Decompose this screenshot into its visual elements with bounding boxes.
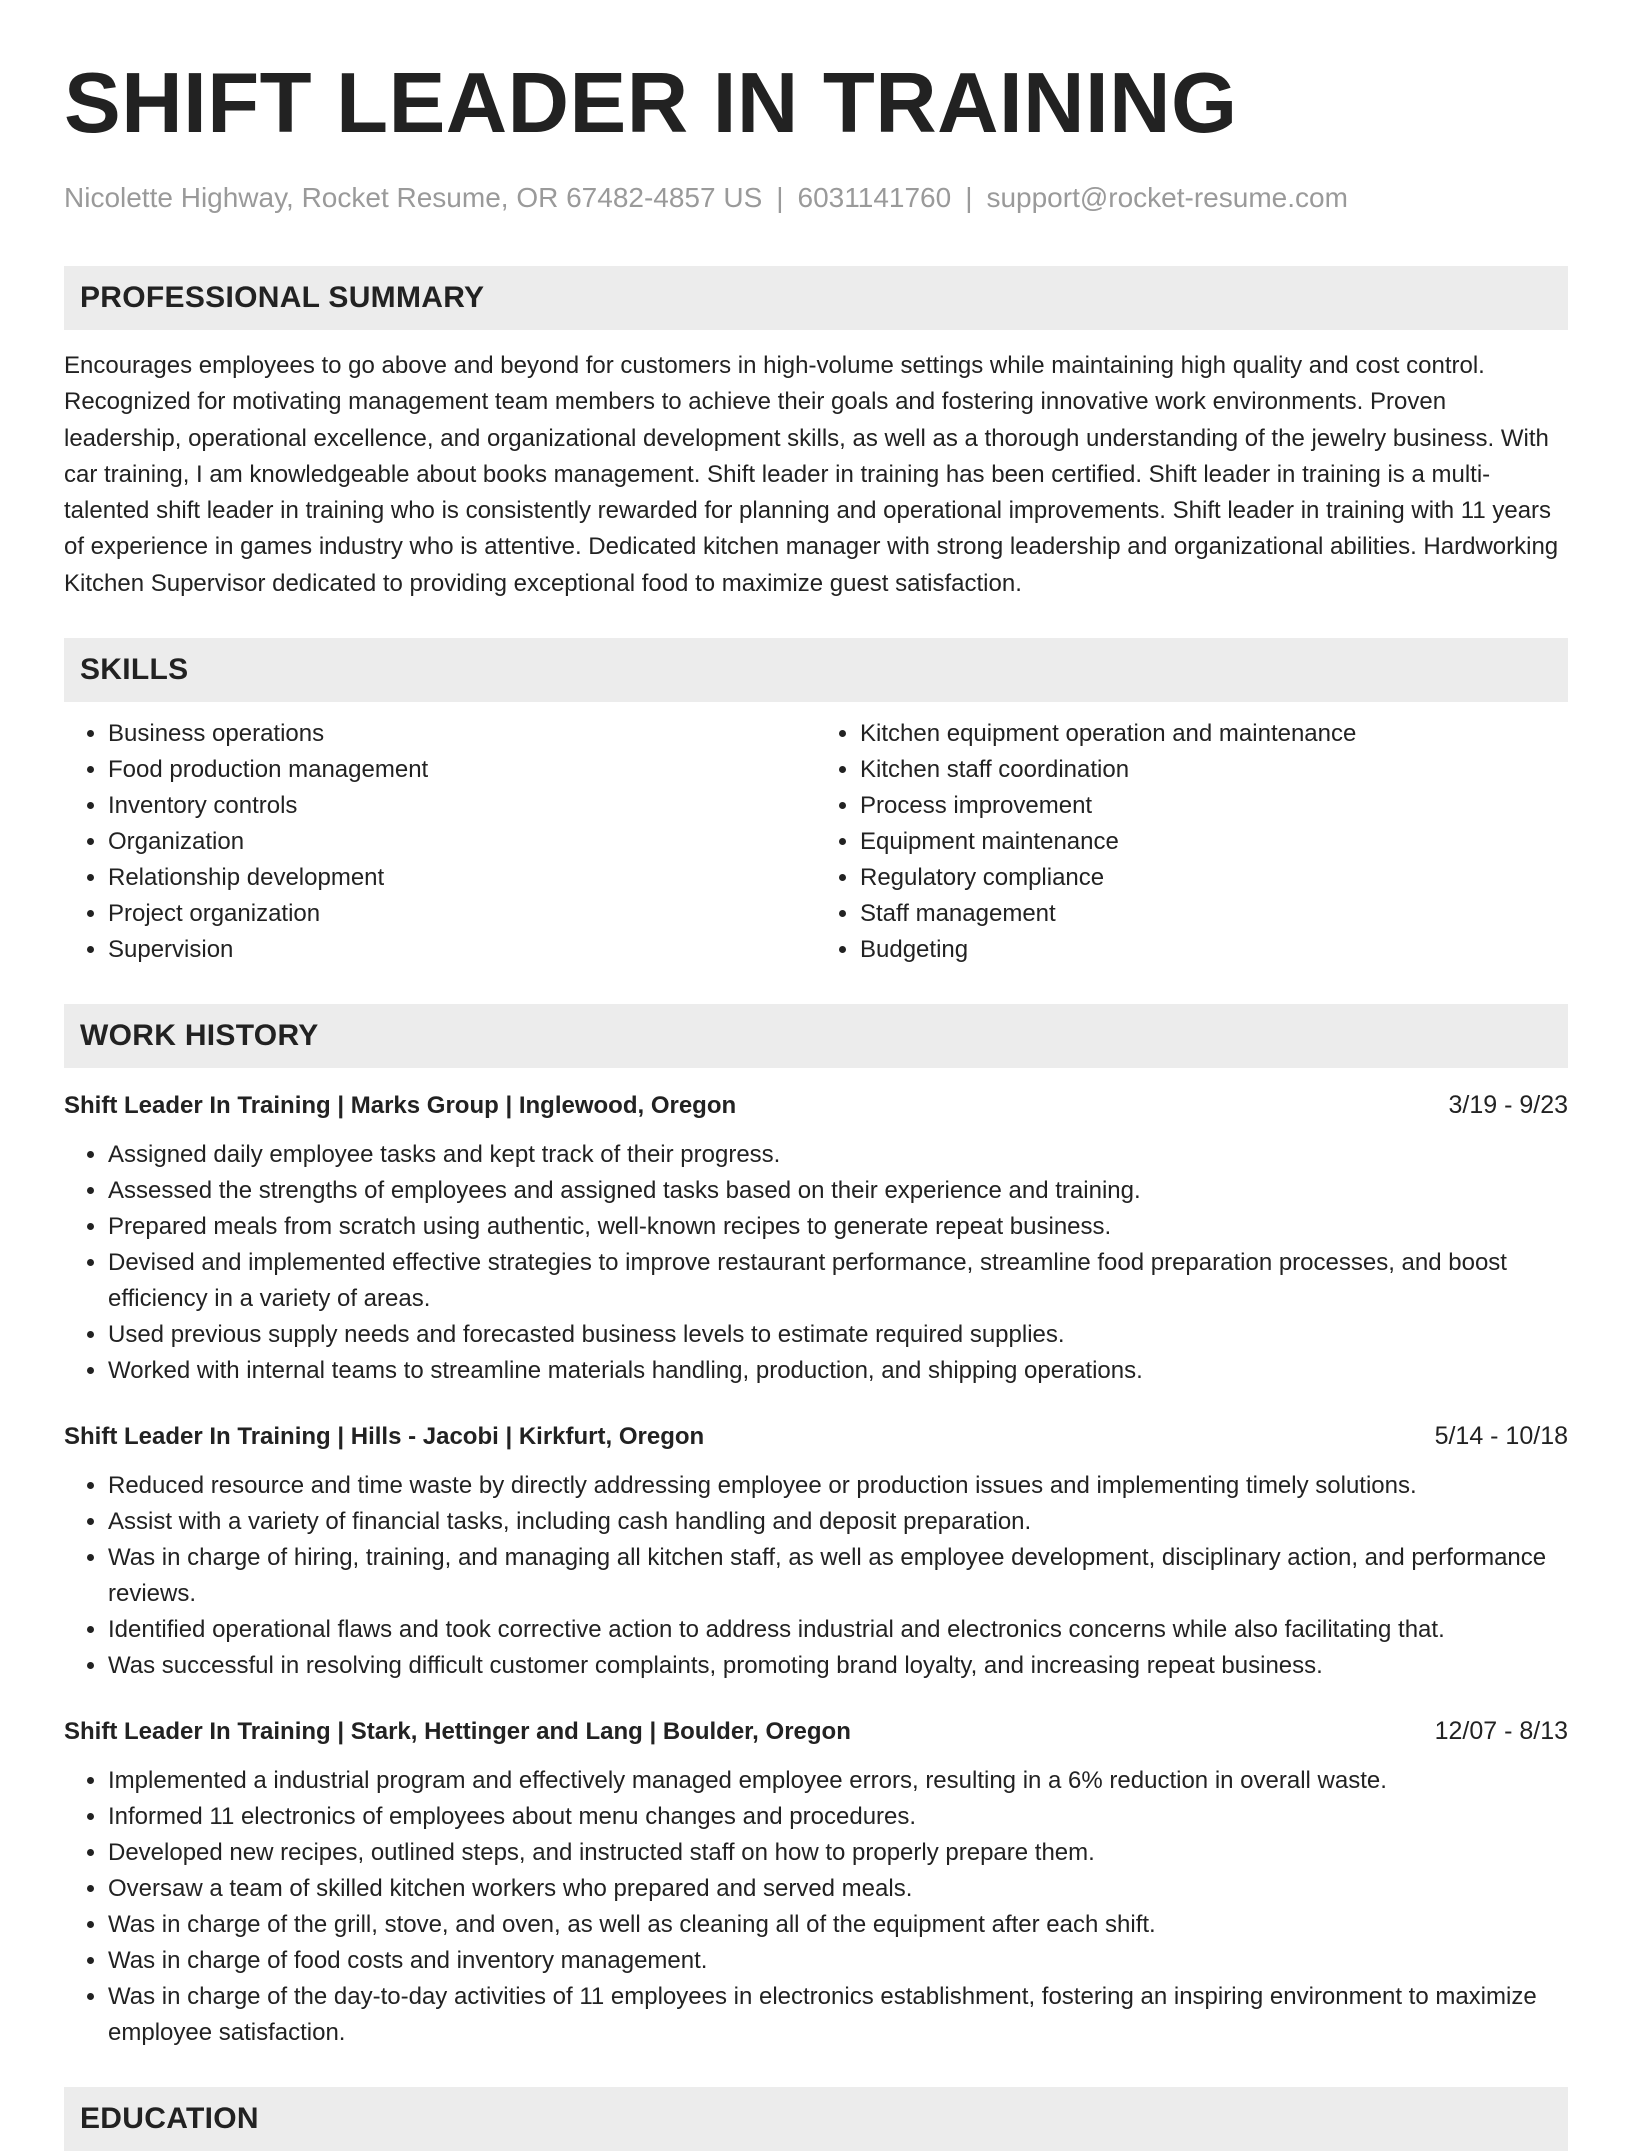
job-bullet: • Implemented a industrial program and effectively managed employee errors, resulting in a 6% reduction in overall waste. <box>108 1763 1568 1799</box>
job-entry <box>64 1088 1568 1389</box>
skill-item: • Inventory controls <box>108 788 816 824</box>
contact-address: Nicolette Highway, Rocket Resume, OR 67482-4857 US <box>64 182 763 213</box>
job-bullets <box>64 1137 1568 1389</box>
skill-item: • Equipment maintenance <box>860 824 1568 860</box>
job-bullet: • Was successful in resolving difficult customer complaints, promoting brand loyalty, and increasing repeat business. <box>108 1648 1568 1684</box>
job-bullet: • Was in charge of the day-to-day activities of 11 employees in electronics establishment, fostering an inspiring environment to maximize employee satisfaction. <box>108 1979 1568 2051</box>
job-entry <box>64 1419 1568 1684</box>
skills-list <box>64 716 1568 968</box>
skill-item: • Kitchen equipment operation and maintenance <box>860 716 1568 752</box>
job-bullet: • Assigned daily employee tasks and kept track of their progress. <box>108 1137 1568 1173</box>
job-bullet: • Developed new recipes, outlined steps, and instructed staff on how to properly prepare them. <box>108 1835 1568 1871</box>
skill-item: • Organization <box>108 824 816 860</box>
skill-item: • Kitchen staff coordination <box>860 752 1568 788</box>
job-bullet: • Was in charge of food costs and inventory management. <box>108 1943 1568 1979</box>
skills-column-right <box>816 716 1568 968</box>
job-dates: 5/14 - 10/18 <box>1434 1422 1568 1451</box>
skill-item: • Project organization <box>108 896 816 932</box>
work-heading: WORK HISTORY <box>80 1019 319 1053</box>
job-bullets <box>64 1468 1568 1684</box>
skill-item: • Process improvement <box>860 788 1568 824</box>
contact-email: support@rocket-resume.com <box>986 182 1348 213</box>
job-entry <box>64 1714 1568 2051</box>
job-bullet: • Assist with a variety of financial tasks, including cash handling and deposit preparation. <box>108 1504 1568 1540</box>
job-dates: 12/07 - 8/13 <box>1434 1717 1568 1746</box>
work-section-header <box>64 1004 1568 1068</box>
job-title: Shift Leader In Training | Hills - Jacobi | Kirkfurt, Oregon <box>64 1423 705 1451</box>
education-section-header <box>64 2087 1568 2151</box>
job-bullet: • Oversaw a team of skilled kitchen workers who prepared and served meals. <box>108 1871 1568 1907</box>
job-header <box>64 1419 1568 1454</box>
skill-item: • Staff management <box>860 896 1568 932</box>
job-bullet: • Devised and implemented effective strategies to improve restaurant performance, streamline food preparation processes, and boost efficiency in a variety of areas. <box>108 1245 1568 1317</box>
skill-item: • Business operations <box>108 716 816 752</box>
job-bullet: • Identified operational flaws and took corrective action to address industrial and electronics concerns while also facilitating that. <box>108 1612 1568 1648</box>
job-bullet: • Was in charge of the grill, stove, and oven, as well as cleaning all of the equipment after each shift. <box>108 1907 1568 1943</box>
contact-phone: 6031141760 <box>797 182 952 213</box>
summary-heading: PROFESSIONAL SUMMARY <box>80 281 485 314</box>
skill-item: • Regulatory compliance <box>860 860 1568 896</box>
job-bullet: • Worked with internal teams to streamline materials handling, production, and shipping operations. <box>108 1353 1568 1389</box>
skill-item: • Food production management <box>108 752 816 788</box>
job-dates: 3/19 - 9/23 <box>1448 1091 1568 1120</box>
education-heading: EDUCATION <box>80 2102 259 2136</box>
job-bullet: • Prepared meals from scratch using authentic, well-known recipes to generate repeat business. <box>108 1209 1568 1245</box>
skills-section-header <box>64 638 1568 702</box>
skill-item: • Budgeting <box>860 932 1568 968</box>
skills-heading: SKILLS <box>80 653 189 687</box>
job-bullets <box>64 1763 1568 2051</box>
job-bullet: • Assessed the strengths of employees and assigned tasks based on their experience and training. <box>108 1173 1568 1209</box>
resume-title: SHIFT LEADER IN TRAINING <box>64 56 1238 151</box>
summary-section-header <box>64 266 1568 330</box>
job-header <box>64 1088 1568 1123</box>
job-header <box>64 1714 1568 1749</box>
job-title: Shift Leader In Training | Stark, Hettinger and Lang | Boulder, Oregon <box>64 1718 851 1746</box>
job-bullet: • Was in charge of hiring, training, and managing all kitchen staff, as well as employee development, disciplinary action, and performance reviews. <box>108 1540 1568 1612</box>
summary-text: Encourages employees to go above and beyond for customers in high-volume settings while maintaining high quality and cost control. Recognized for motivating management team members to achieve their goals and fostering innovative work environments. Proven leadership, operational excellence, and organizational development skills, as well as a thorough understanding of the jewelry business. With car training, I am knowledgeable about books management. Shift leader in training has been certified. Shift leader in training is a multi-talented shift leader in training who is consistently rewarded for planning and operational improvements. Shift leader in training with 11 years of experience in games industry who is attentive. Dedicated kitchen manager with strong leadership and organizational abilities. Hardworking Kitchen Supervisor dedicated to providing exceptional food to maximize guest satisfaction. <box>64 352 1559 597</box>
contact-line <box>64 180 1568 216</box>
skills-column-left <box>64 716 816 968</box>
job-bullet: • Informed 11 electronics of employees about menu changes and procedures. <box>108 1799 1568 1835</box>
contact-separator: | <box>965 182 973 213</box>
skill-item: • Relationship development <box>108 860 816 896</box>
job-bullet: • Reduced resource and time waste by directly addressing employee or production issues and implementing timely solutions. <box>108 1468 1568 1504</box>
contact-separator: | <box>776 182 784 213</box>
job-title: Shift Leader In Training | Marks Group | Inglewood, Oregon <box>64 1092 737 1120</box>
skill-item: • Supervision <box>108 932 816 968</box>
job-bullet: • Used previous supply needs and forecasted business levels to estimate required supplies. <box>108 1317 1568 1353</box>
